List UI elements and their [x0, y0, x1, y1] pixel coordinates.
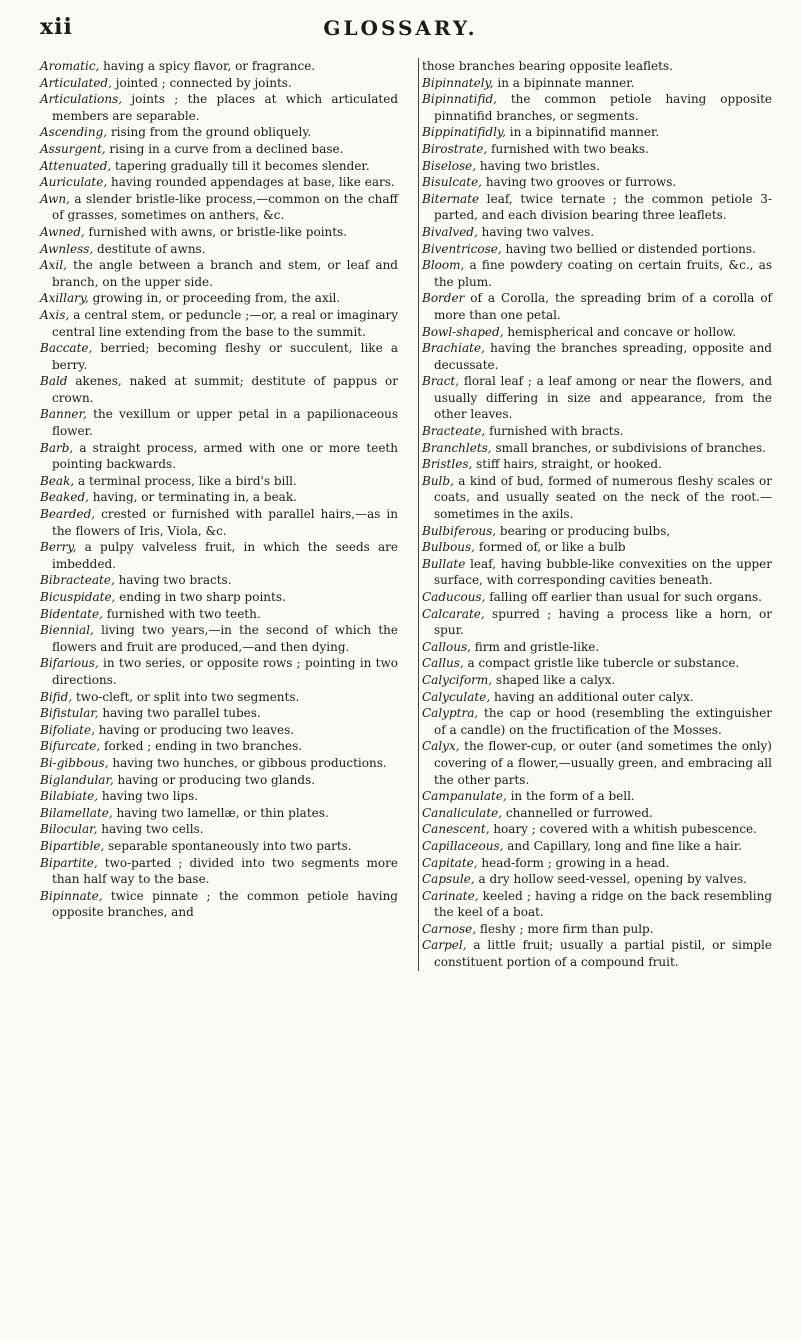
glossary-term: Attenuated,: [40, 158, 112, 173]
glossary-entry: [422, 539, 772, 556]
glossary-definition: of a Corolla, the spreading brim of a corolla of more than one petal.: [434, 291, 772, 322]
glossary-definition: the vexillum or upper petal in a papilionaceous flower.: [52, 407, 398, 439]
glossary-entry: [422, 937, 772, 970]
glossary-term: Calyx,: [422, 739, 460, 754]
glossary-entry: [40, 75, 398, 92]
glossary-definition: separable spontaneously into two parts.: [104, 838, 352, 853]
glossary-definition: furnished with two beaks.: [487, 141, 649, 156]
page-number: xii: [40, 14, 73, 40]
glossary-definition: the angle between a branch and stem, or leaf and branch, on the upper side.: [52, 258, 398, 289]
glossary-term: Beak,: [40, 473, 75, 488]
glossary-entry: [422, 788, 772, 805]
glossary-entry: [422, 158, 772, 175]
glossary-definition: tapering gradually till it becomes slender.: [111, 158, 370, 173]
glossary-definition: a central stem, or peduncle ;—or, a real or imaginary central line extending from the base to the summit.: [52, 307, 398, 339]
glossary-definition: having two parallel tubes.: [98, 706, 261, 721]
glossary-entry: [422, 921, 772, 938]
glossary-entry: [422, 606, 772, 639]
glossary-term: Bullate: [422, 556, 466, 571]
glossary-term: Bracteate,: [422, 424, 486, 439]
glossary-term: Biventricose,: [422, 241, 502, 256]
glossary-definition: two-cleft, or split into two segments.: [72, 689, 300, 704]
glossary-definition: a fine powdery coating on certain fruits, &c., as the plum.: [434, 258, 772, 289]
glossary-definition: a pulpy valveless fruit, in which the seeds are imbedded.: [52, 540, 398, 571]
glossary-definition: floral leaf ; a leaf among or near the flowers, and usually differing in size and appearance, from the other leaves.: [434, 374, 772, 422]
glossary-term: Bilamellate,: [40, 805, 113, 820]
glossary-definition: shaped like a calyx.: [492, 672, 616, 687]
glossary-definition: growing in, or proceeding from, the axil.: [88, 291, 341, 306]
glossary-entry: [422, 738, 772, 788]
glossary-definition: leaf, twice ternate ; the common petiole 3-parted, and each division bearing three leaflets.: [434, 191, 772, 223]
glossary-entry: [422, 440, 772, 457]
glossary-term: Capillaceous,: [422, 838, 504, 853]
glossary-entry: [422, 639, 772, 656]
glossary-definition: a slender bristle-like process,—common on the chaff of grasses, sometimes on anthers, &c.: [52, 191, 398, 223]
glossary-term: Biternate: [422, 191, 480, 206]
glossary-term: Calcarate,: [422, 606, 485, 621]
glossary-entry: [40, 539, 398, 572]
glossary-entry: [40, 888, 398, 921]
glossary-definition: in the form of a bell.: [506, 789, 635, 804]
glossary-definition: and Capillary, long and fine like a hair.: [503, 838, 742, 853]
glossary-definition: having or producing two leaves.: [94, 722, 295, 737]
glossary-definition: berried; becoming fleshy or succulent, like a berry.: [52, 341, 398, 372]
glossary-entry: [40, 722, 398, 739]
glossary-entry: [40, 506, 398, 539]
glossary-entry: [422, 241, 772, 258]
glossary-definition: in two series, or opposite rows ; pointing in two directions.: [52, 656, 398, 687]
glossary-entry: [40, 606, 398, 623]
glossary-term: Bipartible,: [40, 838, 105, 853]
glossary-definition: ending in two sharp points.: [115, 590, 286, 604]
glossary-entry: [422, 473, 772, 523]
glossary-entry: [422, 805, 772, 822]
glossary-entry: [40, 705, 398, 722]
glossary-entry: [40, 307, 398, 340]
glossary-definition: rising from the ground obliquely.: [107, 125, 312, 140]
glossary-term: Bald: [40, 374, 68, 389]
glossary-definition: furnished with bracts.: [485, 424, 624, 439]
glossary-term: Bowl-shaped,: [422, 324, 504, 339]
glossary-term: Canescent,: [422, 822, 490, 837]
glossary-term: Bifistular,: [40, 706, 99, 721]
glossary-definition: joints ; the places at which articulated members are separable.: [52, 92, 398, 123]
glossary-term: Awnless,: [40, 241, 94, 256]
glossary-term: Aromatic,: [40, 59, 100, 73]
glossary-definition: furnished with awns, or bristle-like points.: [84, 224, 348, 239]
glossary-term: Canaliculate,: [422, 805, 503, 820]
glossary-entry: [40, 772, 398, 789]
glossary-term: Articulations,: [40, 92, 123, 107]
glossary-definition: spurred ; having a process like a horn, or spur.: [434, 606, 772, 638]
glossary-entry: [40, 821, 398, 838]
glossary-entry: [40, 141, 398, 158]
glossary-entry: [40, 191, 398, 224]
glossary-term: Brachiate,: [422, 341, 485, 356]
glossary-entry: [40, 489, 398, 506]
glossary-term: Auriculate,: [40, 175, 108, 190]
glossary-entry: [422, 705, 772, 738]
glossary-entry: [422, 324, 772, 341]
glossary-definition: having two cells.: [97, 822, 204, 837]
glossary-definition: the common petiole having opposite pinnatifid branches, or segments.: [434, 92, 772, 123]
glossary-term: Carinate,: [422, 888, 479, 903]
glossary-definition: furnished with two teeth.: [102, 606, 261, 621]
glossary-definition: a straight process, armed with one or more teeth pointing backwards.: [52, 440, 398, 472]
glossary-term: Ascending,: [40, 125, 108, 140]
glossary-term: Bifid,: [40, 689, 73, 704]
glossary-term: Baccate,: [40, 341, 93, 356]
glossary-entry: [422, 672, 772, 689]
glossary-entry: [40, 440, 398, 473]
glossary-definition: crested or furnished with parallel hairs,—as in the flowers of Iris, Viola, &c.: [52, 507, 398, 538]
glossary-entry: [40, 805, 398, 822]
glossary-term: Carnose,: [422, 921, 477, 936]
glossary-entry: [422, 58, 772, 75]
glossary-definition: having two lamellæ, or thin plates.: [112, 805, 329, 820]
glossary-term: Calyculate,: [422, 689, 491, 704]
glossary-entry: [40, 174, 398, 191]
glossary-entry: [40, 788, 398, 805]
glossary-definition: having rounded appendages at base, like ears.: [107, 175, 395, 190]
glossary-entry: [40, 340, 398, 373]
glossary-entry: [422, 257, 772, 290]
glossary-entry: [422, 689, 772, 706]
glossary-entry: [422, 191, 772, 224]
glossary-entry: [40, 655, 398, 688]
glossary-term: Callus,: [422, 656, 464, 671]
glossary-definition: akenes, naked at summit; destitute of pappus or crown.: [52, 374, 398, 405]
glossary-definition: having, or terminating in, a beak.: [88, 490, 297, 505]
glossary-definition: destitute of awns.: [93, 241, 206, 256]
glossary-entry: [422, 523, 772, 540]
glossary-entry: [40, 224, 398, 241]
glossary-term: Bipinnate,: [40, 888, 103, 903]
glossary-definition: a compact gristle like tubercle or substance.: [463, 656, 740, 671]
running-head: GLOSSARY.: [323, 16, 478, 40]
glossary-definition: having the branches spreading, opposite and decussate.: [434, 341, 772, 372]
glossary-entry: [422, 821, 772, 838]
glossary-term: Awn,: [40, 191, 70, 206]
glossary-entry: [422, 871, 772, 888]
glossary-definition: two-parted ; divided into two segments more than half way to the base.: [52, 855, 398, 887]
glossary-term: Bi-gibbous,: [40, 755, 109, 770]
glossary-definition: forked ; ending in two branches.: [100, 739, 303, 754]
glossary-entry: [40, 373, 398, 406]
glossary-definition: keeled ; having a ridge on the back resembling the keel of a boat.: [434, 888, 772, 920]
glossary-term: Biselose,: [422, 158, 477, 173]
glossary-definition: in a bipinnate manner.: [493, 75, 635, 90]
glossary-definition: having two valves.: [477, 224, 595, 239]
glossary-term: Caducous,: [422, 590, 486, 604]
glossary-definition: falling off earlier than usual for such organs.: [485, 590, 762, 604]
glossary-entry: [422, 290, 772, 323]
glossary-entry: [40, 158, 398, 175]
glossary-entry: [40, 855, 398, 888]
glossary-term: Barb,: [40, 440, 74, 455]
glossary-definition: formed of, or like a bulb: [475, 540, 626, 555]
glossary-definition: having two bristles.: [476, 158, 600, 173]
glossary-entry: [422, 888, 772, 921]
glossary-definition: having two bellied or distended portions.: [501, 241, 756, 256]
glossary-definition: jointed ; connected by joints.: [111, 75, 292, 90]
glossary-term: Bippinatifidly,: [422, 125, 506, 140]
glossary-definition: fleshy ; more firm than pulp.: [476, 921, 654, 936]
glossary-term: Carpel,: [422, 938, 467, 953]
glossary-term: Bilocular,: [40, 822, 98, 837]
glossary-term: Bract,: [422, 374, 460, 389]
glossary-entry: [422, 423, 772, 440]
glossary-entry: [40, 589, 398, 606]
glossary-definition: a dry hollow seed-vessel, opening by valves.: [474, 872, 747, 887]
glossary-definition: head-form ; growing in a head.: [477, 855, 670, 870]
glossary-term: Calyptra,: [422, 706, 479, 721]
glossary-definition: in a bipinnatifid manner.: [505, 125, 660, 140]
glossary-term: Beaked,: [40, 490, 89, 505]
glossary-term: Bloom,: [422, 258, 465, 273]
glossary-entry: [422, 224, 772, 241]
glossary-term: Bifurcate,: [40, 739, 101, 754]
glossary-term: Bifoliate,: [40, 722, 95, 737]
glossary-entry: [422, 655, 772, 672]
glossary-term: Capitate,: [422, 855, 478, 870]
glossary-term: Axis,: [40, 307, 70, 322]
glossary-definition: a kind of bud, formed of numerous fleshy scales or coats, and usually seated on the neck of the root.—sometimes in the axils.: [434, 473, 772, 522]
glossary-term: Bristles,: [422, 457, 473, 472]
glossary-entry: [422, 141, 772, 158]
glossary-entry: [40, 473, 398, 490]
glossary-definition: living two years,—in the second of which the flowers and fruit are produced,—and then dying.: [52, 623, 398, 654]
glossary-entry: [40, 838, 398, 855]
glossary-term: Bipinnatifid,: [422, 92, 497, 107]
glossary-entry: [40, 622, 398, 655]
glossary-entry: [40, 406, 398, 439]
glossary-term: Bifarious,: [40, 656, 99, 671]
glossary-definition: firm and gristle-like.: [470, 639, 600, 654]
glossary-term: Bisulcate,: [422, 175, 482, 190]
glossary-entry: [40, 689, 398, 706]
glossary-definition: having two lips.: [98, 789, 199, 804]
page-header: [0, 14, 801, 54]
glossary-definition: the cap or hood (resembling the extinguisher of a candle) on the fructification of the Mosses.: [434, 706, 772, 737]
glossary-entry: [40, 257, 398, 290]
glossary-definition: channelled or furrowed.: [502, 805, 653, 820]
glossary-term: Bipartite,: [40, 855, 98, 870]
glossary-term: Bivalved,: [422, 224, 478, 239]
glossary-term: Axil,: [40, 258, 67, 273]
glossary-definition: small branches, or subdivisions of branches.: [491, 440, 766, 455]
glossary-definition: twice pinnate ; the common petiole having opposite branches, and: [52, 888, 398, 920]
glossary-entry: [422, 855, 772, 872]
glossary-definition: rising in a curve from a declined base.: [105, 141, 344, 156]
glossary-term: Bulbous,: [422, 540, 475, 555]
glossary-entry: [422, 91, 772, 124]
right-column: [418, 58, 772, 971]
glossary-term: Biglandular,: [40, 772, 114, 787]
glossary-term: Axillary,: [40, 291, 89, 306]
glossary-entry: [40, 290, 398, 307]
glossary-term: Bearded,: [40, 507, 96, 522]
glossary-entry: [422, 373, 772, 423]
glossary-entry: [40, 241, 398, 258]
glossary-definition: a little fruit; usually a partial pistil, or simple constituent portion of a compound fruit.: [434, 938, 772, 970]
glossary-definition: having two bracts.: [114, 573, 232, 588]
glossary-entry: [40, 124, 398, 141]
glossary-definition: having two grooves or furrows.: [482, 175, 677, 190]
glossary-term: Callous,: [422, 639, 471, 654]
glossary-term: Biennial,: [40, 623, 94, 638]
glossary-entry: [422, 174, 772, 191]
glossary-entry: [422, 75, 772, 92]
glossary-entry: [422, 556, 772, 589]
glossary-term: Bipinnately,: [422, 75, 494, 90]
glossary-term: Assurgent,: [40, 141, 106, 156]
glossary-definition: bearing or producing bulbs,: [496, 523, 671, 538]
glossary-term: Bulb,: [422, 473, 454, 488]
glossary-entry: [422, 456, 772, 473]
glossary-definition: a terminal process, like a bird's bill.: [74, 473, 297, 488]
glossary-term: Articulated,: [40, 75, 112, 90]
glossary-definition: hemispherical and concave or hollow.: [503, 324, 737, 339]
glossary-term: Bibracteate,: [40, 573, 115, 588]
glossary-term: Bicuspidate,: [40, 590, 116, 604]
glossary-term: Border: [422, 291, 465, 306]
left-column: [40, 58, 398, 921]
glossary-term: Berry,: [40, 540, 77, 555]
glossary-entry: [40, 755, 398, 772]
glossary-definition: hoary ; covered with a whitish pubescence.: [489, 822, 757, 837]
glossary-entry: [422, 589, 772, 606]
glossary-definition: having or producing two glands.: [113, 772, 316, 787]
glossary-term: Campanulate,: [422, 789, 507, 804]
glossary-term: Bidentate,: [40, 606, 103, 621]
glossary-entry: [40, 572, 398, 589]
glossary-definition: having a spicy flavor, or fragrance.: [99, 59, 316, 73]
glossary-term: Bulbiferous,: [422, 523, 497, 538]
glossary-term: Birostrate,: [422, 141, 488, 156]
glossary-entry: [40, 91, 398, 124]
glossary-term: Calyciform,: [422, 672, 493, 687]
glossary-definition: having an additional outer calyx.: [490, 689, 694, 704]
glossary-definition: those branches bearing opposite leaflets.: [422, 59, 673, 73]
glossary-term: Capsule,: [422, 872, 475, 887]
glossary-definition: leaf, having bubble-like convexities on the upper surface, with corresponding cavities beneath.: [434, 556, 772, 588]
glossary-term: Awned,: [40, 224, 85, 239]
glossary-entry: [422, 340, 772, 373]
glossary-term: Banner,: [40, 407, 87, 422]
glossary-entry: [40, 58, 398, 75]
glossary-entry: [422, 124, 772, 141]
glossary-definition: the flower-cup, or outer (and sometimes the only) covering of a flower,—usually green, and embracing all the other parts.: [434, 739, 772, 787]
glossary-entry: [40, 738, 398, 755]
glossary-definition: having two hunches, or gibbous productions.: [108, 755, 387, 770]
glossary-entry: [422, 838, 772, 855]
glossary-definition: stiff hairs, straight, or hooked.: [472, 457, 662, 472]
glossary-term: Bilabiate,: [40, 789, 99, 804]
glossary-term: Branchlets,: [422, 440, 492, 455]
